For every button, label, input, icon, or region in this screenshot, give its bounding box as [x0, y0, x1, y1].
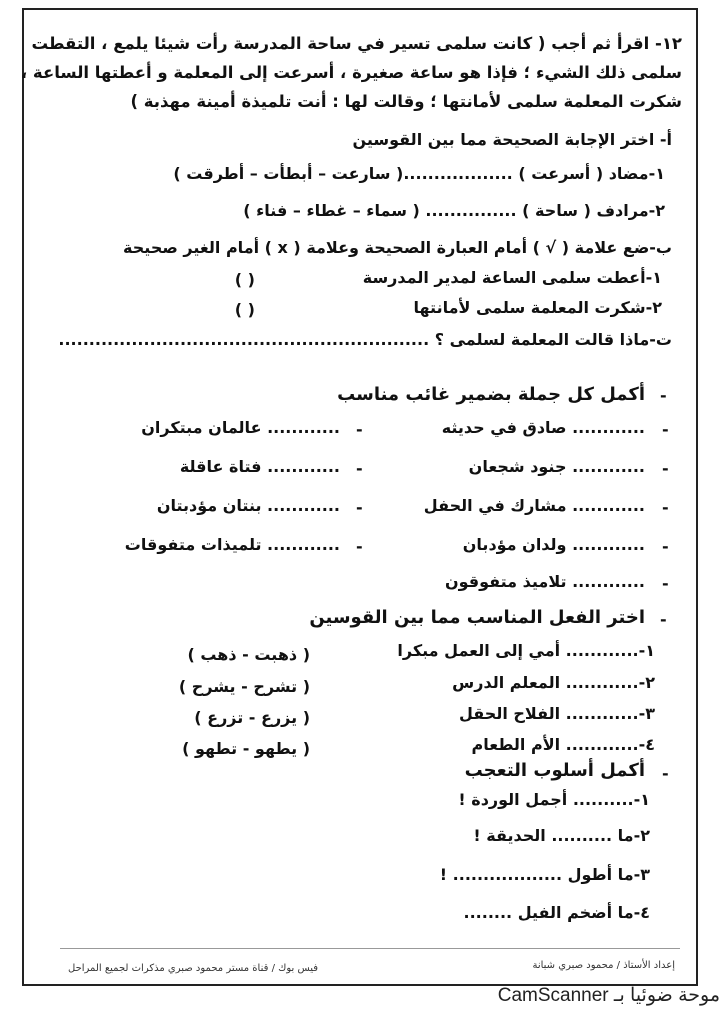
row-dash: - — [356, 537, 363, 556]
part-b-item-2: ٢-شكرت المعلمة سلمى لأمانتها — [413, 298, 662, 317]
verb-choice-2: ( تشرح - يشرح ) — [178, 677, 310, 696]
footer-author: إعداد الأستاذ / محمود صبري شبانة — [532, 960, 675, 971]
verb-choice-3: ( يزرع - تزرع ) — [194, 708, 310, 727]
part-b-box-2: ( ) — [234, 300, 255, 319]
passage-line-3: شكرت المعلمة سلمى لأمانتها ؛ وقالت لها : أنت تلميذة أمينة مهذبة ) — [130, 92, 682, 111]
exclamation-item-1: ١-.......... أجمل الوردة ! — [458, 790, 650, 809]
pronoun-left-3: ............ بنتان مؤدبتان — [156, 496, 340, 515]
pronoun-left-4: ............ تلميذات متفوقات — [124, 535, 340, 554]
pronoun-right-5: ............ تلاميذ متفوقون — [444, 572, 645, 591]
row-dash: - — [356, 498, 363, 517]
verb-item-4: ٤-............ الأم الطعام — [471, 735, 655, 754]
pronoun-left-2: ............ فتاة عاقلة — [179, 457, 340, 476]
exclamation-item-3: ٣-ما أطول .................. ! — [439, 865, 650, 884]
exclamation-section-title: أكمل أسلوب التعجب — [464, 760, 645, 781]
pronoun-section-title: أكمل كل جملة بضمير غائب مناسب — [337, 384, 645, 405]
part-a-title: أ- اختر الإجابة الصحيحة مما بين القوسين — [352, 130, 672, 149]
row-dash: - — [662, 498, 669, 517]
passage-line-1: ١٢- اقرأ ثم أجب ( كانت سلمى تسير في ساحة المدرسة رأت شيئا يلمع ، التقطت — [31, 34, 682, 53]
part-b-item-1: ١-أعطت سلمى الساعة لمدير المدرسة — [362, 268, 662, 287]
exclamation-item-4: ٤-ما أضخم الفيل ........ — [463, 903, 650, 922]
row-dash: - — [662, 537, 669, 556]
row-dash: - — [356, 459, 363, 478]
part-b-box-1: ( ) — [234, 270, 255, 289]
pronoun-right-4: ............ ولدان مؤدبان — [462, 535, 645, 554]
section-dash-verb: - — [660, 610, 667, 629]
row-dash: - — [662, 420, 669, 439]
footer-channel: فيس بوك / قناة مستر محمود صبري مذكرات لجميع المراحل — [68, 963, 319, 974]
exclamation-item-2: ٢-ما .......... الحديقة ! — [473, 826, 650, 845]
row-dash: - — [356, 420, 363, 439]
part-b-title: ب-ضع علامة ( √ ) أمام العبارة الصحيحة وعلامة ( x ) أمام الغير صحيحة — [123, 238, 672, 257]
row-dash: - — [662, 574, 669, 593]
part-a-item-1: ١-مضاد ( أسرعت ) ..................( سارعت – أبطأت – أطرقت ) — [173, 164, 665, 183]
section-dash-exclamation: - — [662, 764, 669, 783]
verb-item-2: ٢-............ المعلم الدرس — [452, 673, 655, 692]
pronoun-left-1: ............ عالمان مبتكران — [141, 418, 340, 437]
pronoun-right-1: ............ صادق في حديثه — [441, 418, 645, 437]
pronoun-right-2: ............ جنود شجعان — [468, 457, 645, 476]
part-c-question: ت-ماذا قالت المعلمة لسلمى ؟ ............................................................. — [58, 330, 672, 349]
part-a-item-2: ٢-مرادف ( ساحة ) ............... ( سماء – غطاء – فناء ) — [243, 201, 665, 220]
verb-item-1: ١-............ أمي إلى العمل مبكرا — [397, 641, 655, 660]
verb-section-title: اختر الفعل المناسب مما بين القوسين — [309, 607, 645, 628]
pronoun-right-3: ............ مشارك في الحفل — [423, 496, 645, 515]
row-dash: - — [662, 459, 669, 478]
verb-choice-4: ( يطهو - تطهو ) — [182, 739, 310, 758]
footer-divider — [60, 948, 680, 949]
passage-line-2: سلمى ذلك الشيء ؛ فإذا هو ساعة صغيرة ، أسرعت إلى المعلمة و أعطتها الساعة ، — [20, 63, 682, 82]
verb-choice-1: ( ذهبت - ذهب ) — [187, 645, 310, 664]
section-dash-pronoun: - — [660, 386, 667, 405]
scanner-watermark: موحة ضوئيا بـ CamScanner — [497, 985, 720, 1006]
verb-item-3: ٣-............ الفلاح الحقل — [459, 704, 655, 723]
